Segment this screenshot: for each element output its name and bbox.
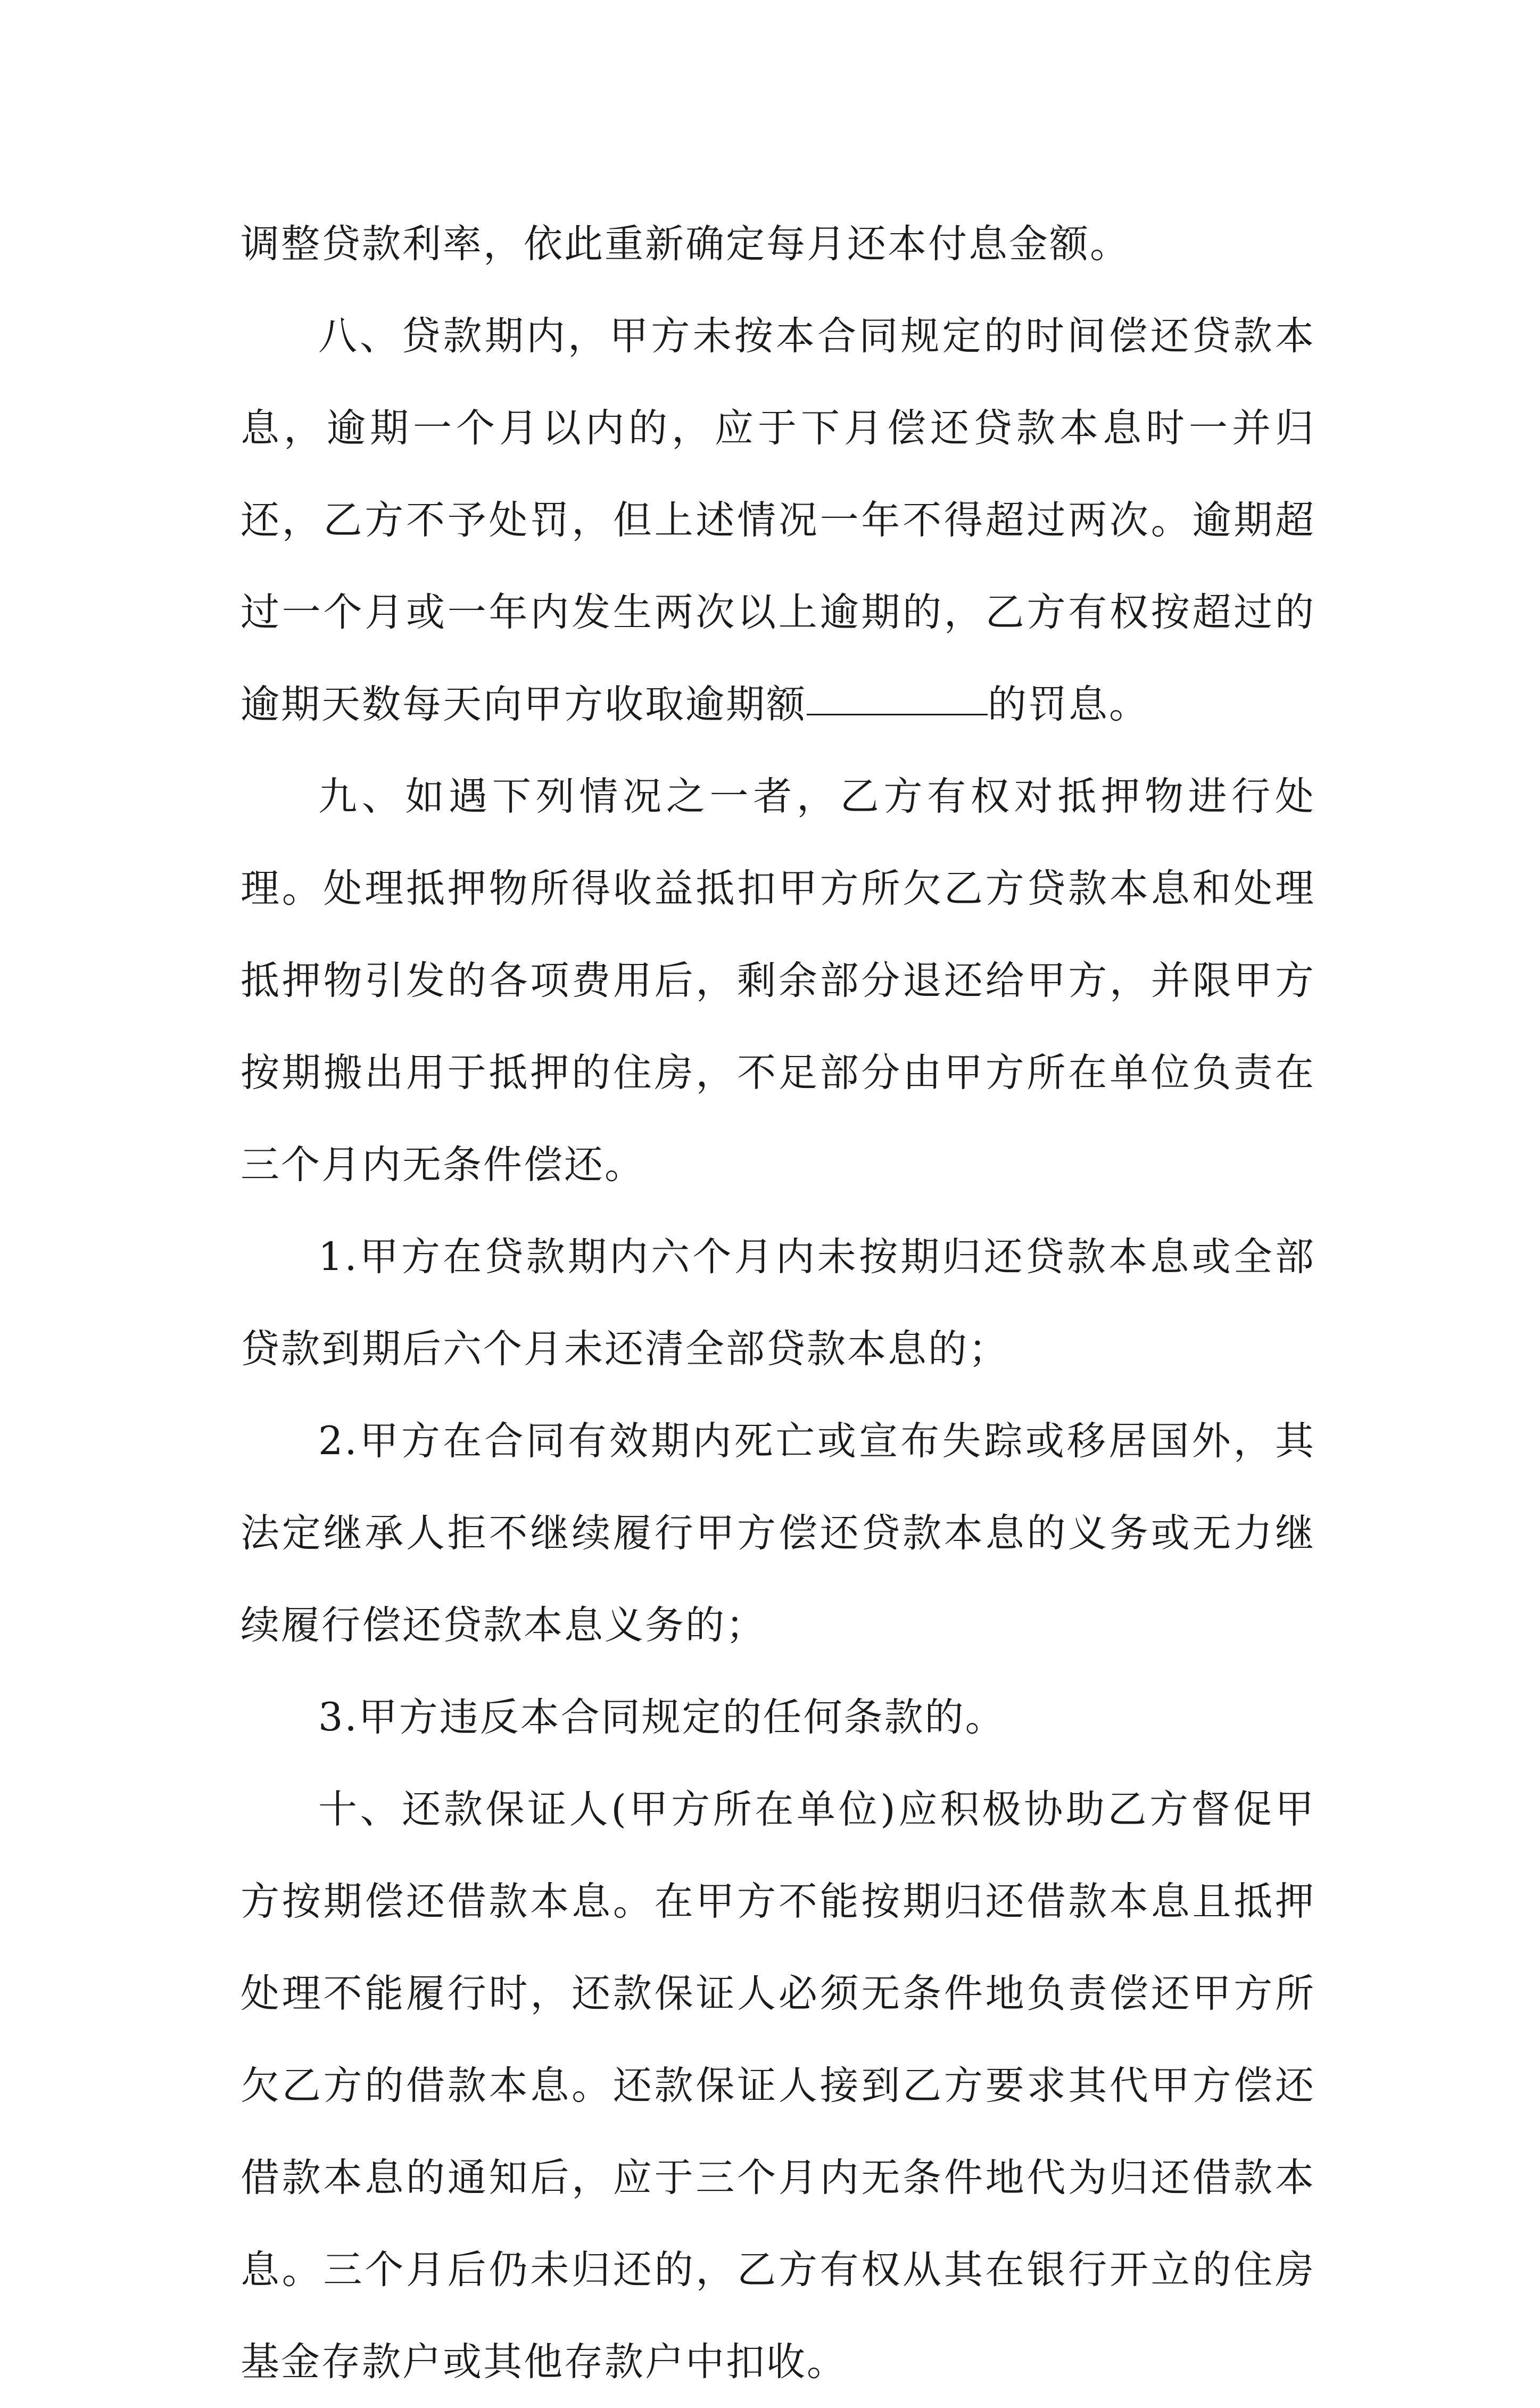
list-item-3: 3.甲方违反本合同规定的任何条款的。 [318, 1695, 1006, 1740]
fill-in-blank [807, 713, 988, 715]
paragraph-clause-9: 九、如遇下列情况之一者，乙方有权对抵押物进行处理。处理抵押物所得收益抵扣甲方所欠乙方贷款本息和处理抵押物引发的各项费用后，剩余部分退还给甲方，并限甲方按期搬出用于抵押的住房，不足部分由甲方所在单位负责在三个月内无条件偿还。 [241, 774, 1315, 1187]
paragraph-clause-8 [241, 290, 1315, 751]
list-item-2: 2.甲方在合同有效期内死亡或宣布失踪或移居国外，其法定继承人拒不继续履行甲方偿还贷款本息的义务或无力继续履行偿还贷款本息义务的； [241, 1419, 1315, 1648]
document-body [241, 198, 1315, 2408]
clause-8-tail: 的罚息。 [988, 682, 1149, 727]
clause-8-text: 八、贷款期内，甲方未按本合同规定的时间偿还贷款本息，逾期一个月以内的，应于下月偿还贷款本息时一并归还，乙方不予处罚，但上述情况一年不得超过两次。逾期超过一个月或一年内发生两次以上逾期的，乙方有权按超过的逾期天数每天向甲方收取逾期额 [241, 314, 1315, 727]
list-item-1: 1.甲方在贷款期内六个月内未按期归还贷款本息或全部贷款到期后六个月未还清全部贷款本息的； [241, 1234, 1315, 1372]
paragraph-continuation: 调整贷款利率，依此重新确定每月还本付息金额。 [241, 221, 1130, 267]
paragraph-clause-10: 十、还款保证人(甲方所在单位)应积极协助乙方督促甲方按期偿还借款本息。在甲方不能按期归还借款本息且抵押处理不能履行时，还款保证人必须无条件地负责偿还甲方所欠乙方的借款本息。还款保证人接到乙方要求其代甲方偿还借款本息的通知后，应于三个月内无条件地代为归还借款本息。三个月后仍未归还的，乙方有权从其在银行开立的住房基金存款户或其他存款户中扣收。 [241, 1787, 1315, 2385]
